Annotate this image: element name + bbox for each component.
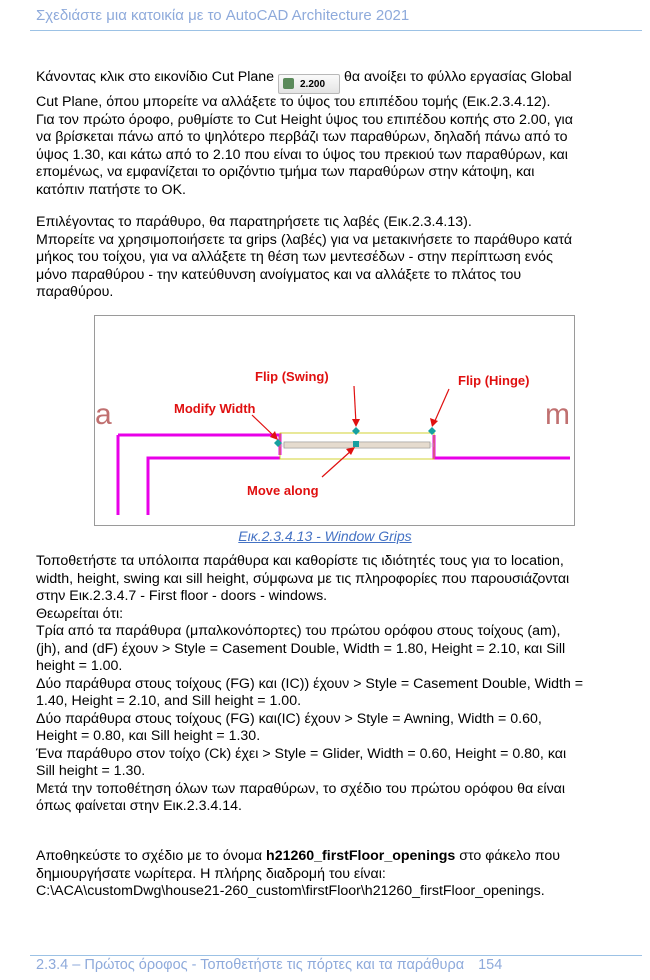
para-line: να βρίσκεται πάνω από το ψηλότερο περβάζι των παραθύρων, δηλαδή πάνω από το [36, 129, 568, 145]
wall-letter-a: a [95, 398, 112, 431]
para-line: Τοποθετήστε τα υπόλοιπα παράθυρα και καθορίστε τις ιδιότητές τους για το location, [36, 553, 564, 569]
plane-glyph-icon [283, 78, 294, 89]
label-flip-hinge: Flip (Hinge) [458, 373, 530, 388]
para-line: Sill height = 1.30. [36, 763, 146, 779]
para-line: Επιλέγοντας το παράθυρο, θα παρατηρήσετε τις λαβές (Εικ.2.3.4.13). [36, 214, 472, 230]
file-path: C:\ACA\customDwg\house21-260_custom\firstFloor\h21260_firstFloor_openings. [36, 883, 545, 899]
wall-letter-m: m [545, 398, 570, 431]
para-line [36, 69, 646, 94]
para-line: κατόπιν πατήστε το OK. [36, 181, 186, 198]
para-line: width, height, swing και sill height, σύμφωνα με τις πληροφορίες που παρουσιάζονται [36, 570, 570, 587]
para-line: μόνο παραθύρου - την κατεύθυνση ανοίγματος και να αλλάξετε το πλάτος του [36, 266, 522, 283]
para-line: ύψος 1.30, και κάτω από το 2.10 που είναι το ύψος του πρεκιού των παραθύρων, και [36, 146, 568, 163]
cut-plane-value: 2.200 [300, 79, 326, 90]
running-header: Σχεδιάστε μια κατοικία με το AutoCAD Architecture 2021 [36, 7, 410, 24]
footer-section: 2.3.4 – Πρώτος όροφος - Τοποθετήστε τις πόρτες και τα παράθυρα [36, 957, 465, 973]
text: στο φάκελο που [455, 848, 560, 864]
figure-caption: Εικ.2.3.4.13 - Window Grips [238, 528, 412, 544]
page-footer [36, 957, 502, 973]
para-line: Για τον πρώτο όροφο, ρυθμίστε το Cut Height ύψος του επιπέδου κοπής στο 2.00, για [36, 111, 573, 128]
para-line: 1.40, Height = 2.10, and Sill height = 1.00. [36, 693, 302, 709]
para-line: (jh), and (dF) έχουν > Style = Casement Double, Width = 1.80, Height = 2.10, και Sill [36, 640, 566, 657]
paragraph-save [36, 848, 646, 901]
footer-divider [30, 955, 642, 956]
para-line: παραθύρου. [36, 284, 114, 300]
label-modify-width: Modify Width [174, 401, 256, 416]
para-line: δημιουργήσατε νωρίτερα. Η πλήρης διαδρομή του είναι: [36, 865, 386, 882]
para-line: Ένα παράθυρο στον τοίχο (Ck) έχει > Style = Glider, Width = 0.60, Height = 0.80, και [36, 745, 567, 762]
header-divider [30, 30, 642, 31]
para-line: Δύο παράθυρα στους τοίχους (FG) και(IC) έχουν > Style = Awning, Width = 0.60, [36, 710, 542, 727]
page-number: 154 [478, 957, 503, 973]
file-name: h21260_firstFloor_openings [266, 848, 456, 864]
figure-frame [95, 316, 575, 526]
text: θα ανοίξει το φύλλο εργασίας Global [343, 69, 572, 85]
para-line: Δύο παράθυρα στους τοίχους (FG) και (IC)) έχουν > Style = Casement Double, Width = [36, 675, 584, 692]
para-line: Μετά την τοποθέτηση όλων των παραθύρων, το σχέδιο του πρώτου ορόφου θα είναι [36, 780, 566, 797]
para-line [36, 848, 646, 866]
para-line: όπως φαίνεται στην Εικ.2.3.4.14. [36, 798, 242, 814]
para-line: Cut Plane, όπου μπορείτε να αλλάξετε το ύψος του επιπέδου τομής (Εικ.2.3.4.12). [36, 94, 551, 110]
para-line: στην Εικ.2.3.4.7 - First floor - doors - windows. [36, 588, 328, 604]
para-line: Height = 0.80, και Sill height = 1.30. [36, 728, 261, 744]
text: Κάνοντας κλικ στο εικονίδιο Cut Plane [36, 69, 275, 85]
label-flip-swing: Flip (Swing) [255, 369, 329, 384]
window-grips-figure [94, 315, 576, 527]
para-line: height = 1.00. [36, 658, 123, 674]
para-line: Τρία από τα παράθυρα (μπαλκονόπορτες) του πρώτου ορόφου στους τοίχους (am), [36, 623, 561, 639]
para-line: Μπορείτε να χρησιμοποιήσετε τα grips (λαβές) για να μετακινήσετε το παράθυρο κατά [36, 231, 573, 248]
paragraph-grips [36, 214, 646, 302]
para-line: επομένως, να εμφανίζεται το οριζόντιο τμήμα των παραθύρων στην κάτοψη, και [36, 164, 535, 180]
text: Αποθηκεύστε το σχέδιο με το όνομα [36, 848, 267, 864]
cut-plane-icon [278, 74, 340, 94]
para-line: Θεωρείται ότι: [36, 605, 124, 622]
label-move-along: Move along [247, 483, 319, 498]
paragraph-remaining-windows [36, 553, 646, 816]
paragraph-cut-plane [36, 69, 646, 199]
grip-move-along[interactable] [353, 441, 359, 447]
para-line: μήκος του τοίχου, για να αλλάξετε τη θέση των μεντεσέδων - στην περίπτωση ενός [36, 249, 553, 265]
